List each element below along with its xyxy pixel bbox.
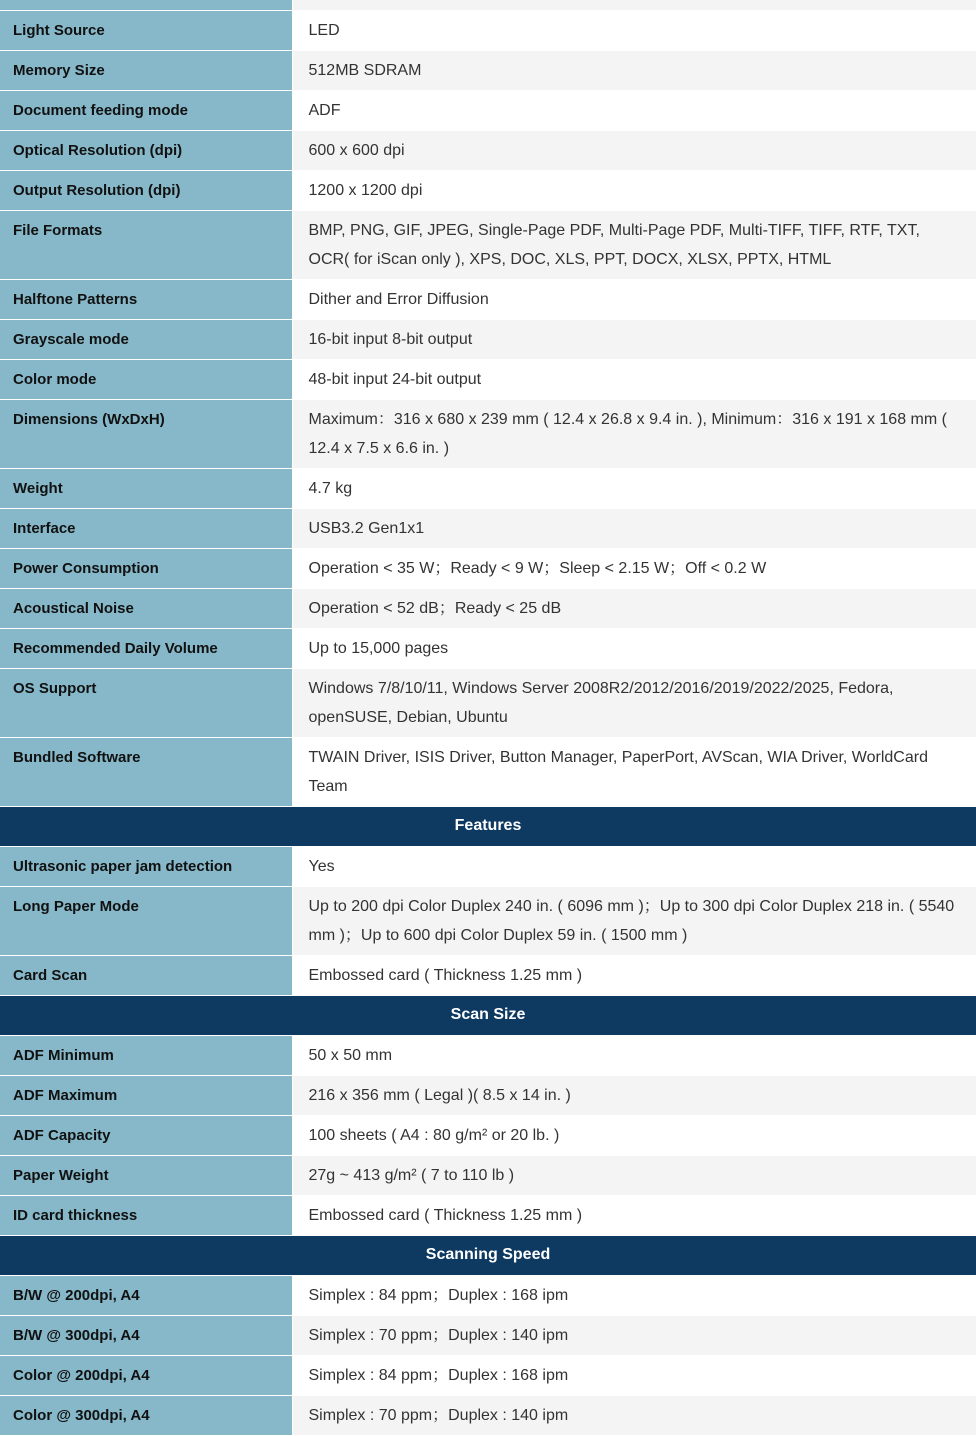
table-row [0,170,976,210]
spec-value: 1200 x 1200 dpi [292,170,976,210]
table-row [0,50,976,90]
spec-label: Dimensions (WxDxH) [0,399,292,468]
spec-label: Light Source [0,10,292,50]
table-row [0,628,976,668]
spec-value: Simplex : 70 ppm；Duplex : 140 ipm [292,1315,976,1355]
spec-label: Color @ 200dpi, A4 [0,1355,292,1395]
table-row [0,130,976,170]
section-title: Scanning Speed [0,1235,976,1275]
spec-label: Weight [0,468,292,508]
spec-label: Acoustical Noise [0,588,292,628]
spec-label: B/W @ 300dpi, A4 [0,1315,292,1355]
table-row [0,319,976,359]
spec-value: 600 x 600 dpi [292,130,976,170]
spec-label: B/W @ 200dpi, A4 [0,1275,292,1315]
section-title: Features [0,806,976,846]
section-header [0,995,976,1035]
table-row [0,1275,976,1315]
spec-label: Memory Size [0,50,292,90]
table-row [0,1315,976,1355]
spec-label: Output Resolution (dpi) [0,170,292,210]
spec-value: 48-bit input 24-bit output [292,359,976,399]
spec-value: 100 sheets ( A4 : 80 g/m² or 20 lb. ) [292,1115,976,1155]
spec-value: Simplex : 70 ppm；Duplex : 140 ipm [292,1395,976,1435]
table-row [0,210,976,279]
spec-label: Halftone Patterns [0,279,292,319]
spec-value: 4.7 kg [292,468,976,508]
spec-label: Color mode [0,359,292,399]
spec-label: ADF Maximum [0,1075,292,1115]
table-row [0,279,976,319]
spec-value: Up to 15,000 pages [292,628,976,668]
table-row [0,399,976,468]
spec-value: USB3.2 Gen1x1 [292,508,976,548]
spec-value: 16-bit input 8-bit output [292,319,976,359]
spec-label: File Formats [0,210,292,279]
table-row [0,90,976,130]
table-row [0,359,976,399]
spec-label: Optical Resolution (dpi) [0,130,292,170]
spec-label: Ultrasonic paper jam detection [0,846,292,886]
spec-label: Long Paper Mode [0,886,292,955]
spec-label: OS Support [0,668,292,737]
spec-label: ADF Capacity [0,1115,292,1155]
table-top-strip [0,0,976,10]
spec-label: Paper Weight [0,1155,292,1195]
spec-value: BMP, PNG, GIF, JPEG, Single-Page PDF, Multi-Page PDF, Multi-TIFF, TIFF, RTF, TXT, OCR( for iScan only ), XPS, DOC, XLS, PPT, DOCX, XLSX, PPTX, HTML [292,210,976,279]
table-row [0,846,976,886]
table-row [0,1075,976,1115]
spec-value: 512MB SDRAM [292,50,976,90]
spec-value: Operation < 52 dB；Ready < 25 dB [292,588,976,628]
table-row [0,668,976,737]
table-row [0,468,976,508]
spec-value: Up to 200 dpi Color Duplex 240 in. ( 6096 mm )；Up to 300 dpi Color Duplex 218 in. ( 5540 mm )；Up to 600 dpi Color Duplex 59 in. ( 1500 mm ) [292,886,976,955]
top-strip-value-cell [292,0,976,10]
spec-label: Grayscale mode [0,319,292,359]
spec-value: Dither and Error Diffusion [292,279,976,319]
table-row [0,1035,976,1075]
spec-label: Color @ 300dpi, A4 [0,1395,292,1435]
table-row [0,10,976,50]
section-header [0,806,976,846]
table-row [0,1155,976,1195]
table-row [0,1115,976,1155]
spec-value: Windows 7/8/10/11, Windows Server 2008R2/2012/2016/2019/2022/2025, Fedora, openSUSE, Debian, Ubuntu [292,668,976,737]
spec-label: Recommended Daily Volume [0,628,292,668]
table-row [0,1195,976,1235]
table-row [0,588,976,628]
spec-value: LED [292,10,976,50]
spec-label: Document feeding mode [0,90,292,130]
spec-value: Yes [292,846,976,886]
spec-value: Embossed card ( Thickness 1.25 mm ) [292,955,976,995]
spec-value: Embossed card ( Thickness 1.25 mm ) [292,1195,976,1235]
spec-value: 27g ~ 413 g/m² ( 7 to 110 lb ) [292,1155,976,1195]
table-row [0,508,976,548]
spec-label: Card Scan [0,955,292,995]
spec-value: TWAIN Driver, ISIS Driver, Button Manager, PaperPort, AVScan, WIA Driver, WorldCard Team [292,737,976,806]
section-header [0,1235,976,1275]
spec-value: 216 x 356 mm ( Legal )( 8.5 x 14 in. ) [292,1075,976,1115]
table-row [0,1395,976,1435]
table-row [0,548,976,588]
spec-label: ID card thickness [0,1195,292,1235]
section-title: Scan Size [0,995,976,1035]
spec-value: Simplex : 84 ppm；Duplex : 168 ipm [292,1275,976,1315]
spec-value: Simplex : 84 ppm；Duplex : 168 ipm [292,1355,976,1395]
spec-label: Interface [0,508,292,548]
spec-value: ADF [292,90,976,130]
spec-value: Operation < 35 W；Ready < 9 W；Sleep < 2.15 W；Off < 0.2 W [292,548,976,588]
table-row [0,737,976,806]
table-row [0,1355,976,1395]
spec-value: Maximum：316 x 680 x 239 mm ( 12.4 x 26.8 x 9.4 in. ), Minimum：316 x 191 x 168 mm ( 12.4 x 7.5 x 6.6 in. ) [292,399,976,468]
top-strip-label-cell [0,0,292,10]
table-row [0,955,976,995]
spec-label: Power Consumption [0,548,292,588]
spec-label: ADF Minimum [0,1035,292,1075]
table-row [0,886,976,955]
spec-label: Bundled Software [0,737,292,806]
spec-value: 50 x 50 mm [292,1035,976,1075]
